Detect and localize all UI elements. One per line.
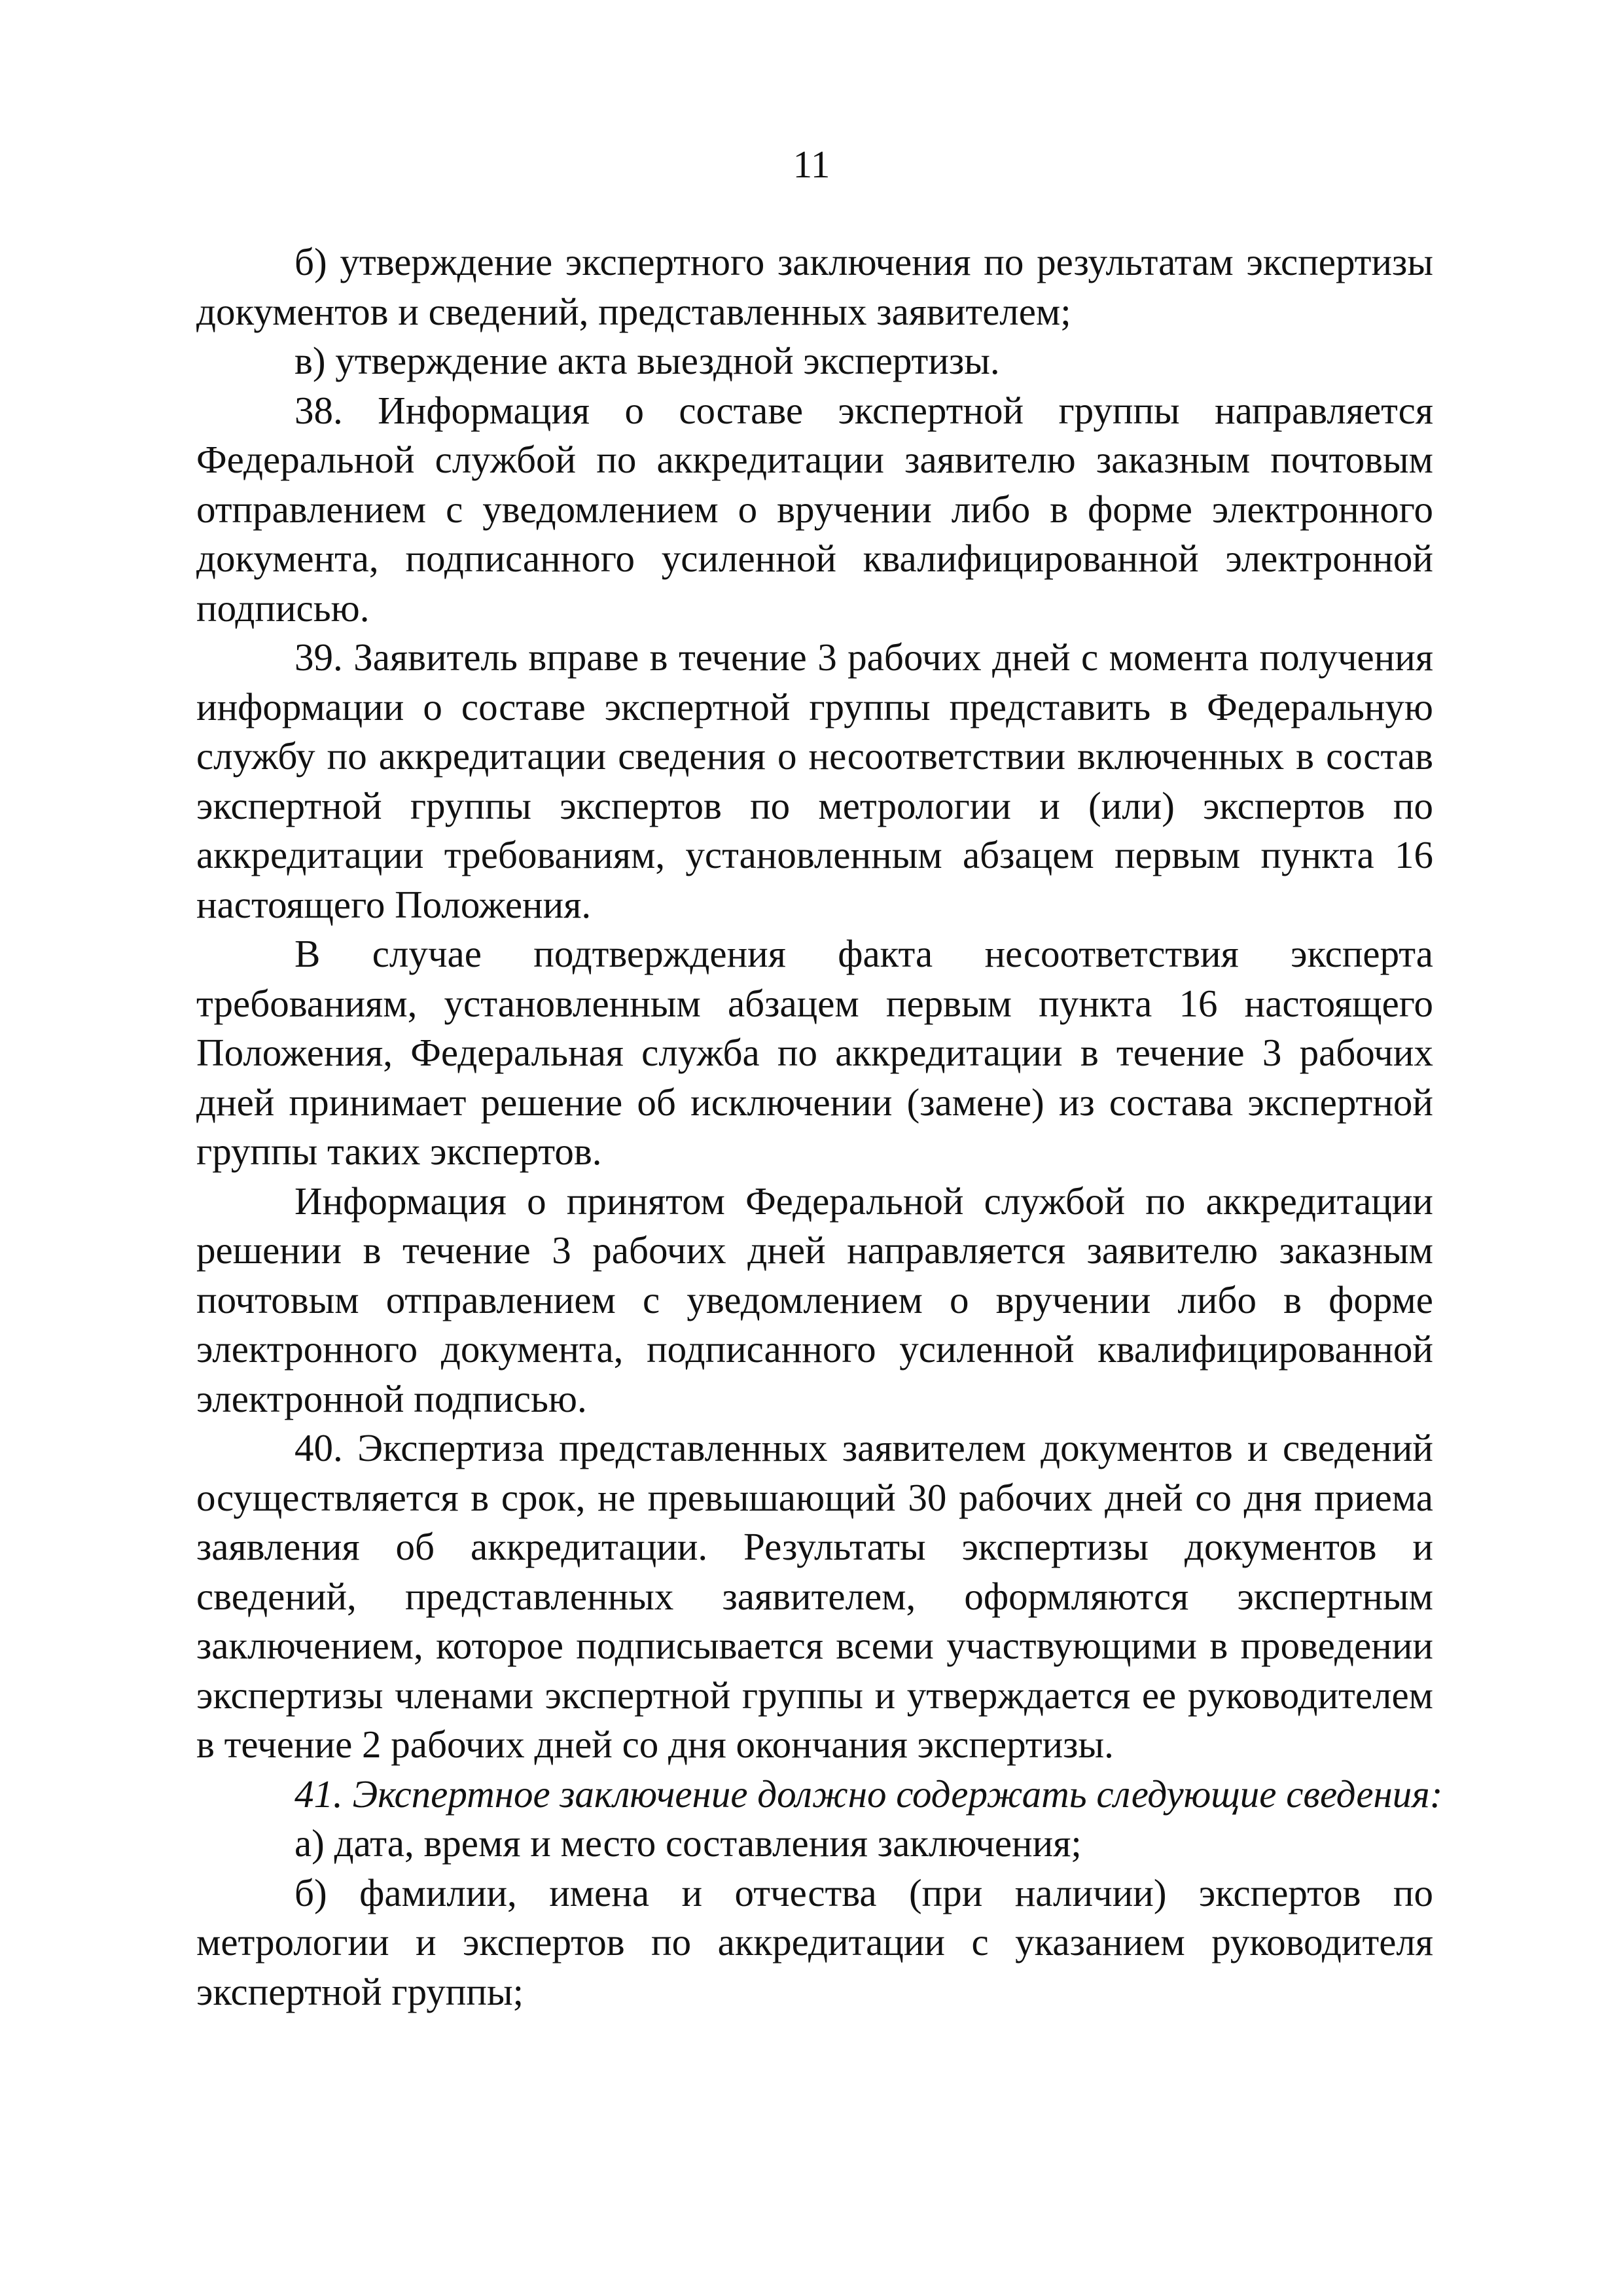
page-number: 11 [793, 143, 830, 186]
paragraph-b-approval-conclusion: б) утверждение экспертного заключения по результатам экспертизы документов и сведений, представленных заявителем; [196, 240, 1433, 333]
paragraph-mismatch-confirmation: В случае подтверждения факта несоответствия эксперта требованиям, установленным абзацем первым пункта 16 настоящего Положения, Федеральная служба по аккредитации в течение 3 рабочих дней принимает решение об исключении (замене) из состава экспертной группы таких экспертов. [196, 932, 1433, 1173]
paragraph-41-heading: 41. Экспертное заключение должно содержать следующие сведения: [294, 1772, 1443, 1816]
paragraph-v-approval-act: в) утверждение акта выездной экспертизы. [294, 339, 1000, 382]
paragraph-b-expert-names: б) фамилии, имена и отчества (при наличии) экспертов по метрологии и экспертов по аккредитации с указанием руководителя экспертной группы; [196, 1871, 1433, 2013]
paragraph-decision-information: Информация о принятом Федеральной службой по аккредитации решении в течение 3 рабочих дней направляется заявителю заказным почтовым отправлением с уведомлением о вручении либо в форме электронного документа, подписанного усиленной квалифицированной электронной подписью. [196, 1179, 1433, 1420]
paragraph-40: 40. Экспертиза представленных заявителем документов и сведений осуществляется в срок, не превышающий 30 рабочих дней со дня приема заявления об аккредитации. Результаты экспертизы документов и сведений, представленных заявителем, оформляются экспертным заключением, которое подписывается всеми участвующими в проведении экспертизы членами экспертной группы и утверждается ее руководителем в течение 2 рабочих дней со дня окончания экспертизы. [196, 1426, 1433, 1766]
paragraph-38: 38. Информация о составе экспертной группы направляется Федеральной службой по аккредитации заявителю заказным почтовым отправлением с уведомлением о вручении либо в форме электронного документа, подписанного усиленной квалифицированной электронной подписью. [196, 388, 1433, 630]
document-body [196, 238, 1443, 2017]
paragraph-39: 39. Заявитель вправе в течение 3 рабочих дней с момента получения информации о составе экспертной группы представить в Федеральную службу по аккредитации сведения о несоответствии включенных в состав экспертной группы экспертов по метрологии и (или) экспертов по аккредитации требованиям, установленным абзацем первым пункта 16 настоящего Положения. [196, 636, 1433, 926]
paragraph-a-date-time-place: а) дата, время и место составления заключения; [294, 1821, 1082, 1865]
